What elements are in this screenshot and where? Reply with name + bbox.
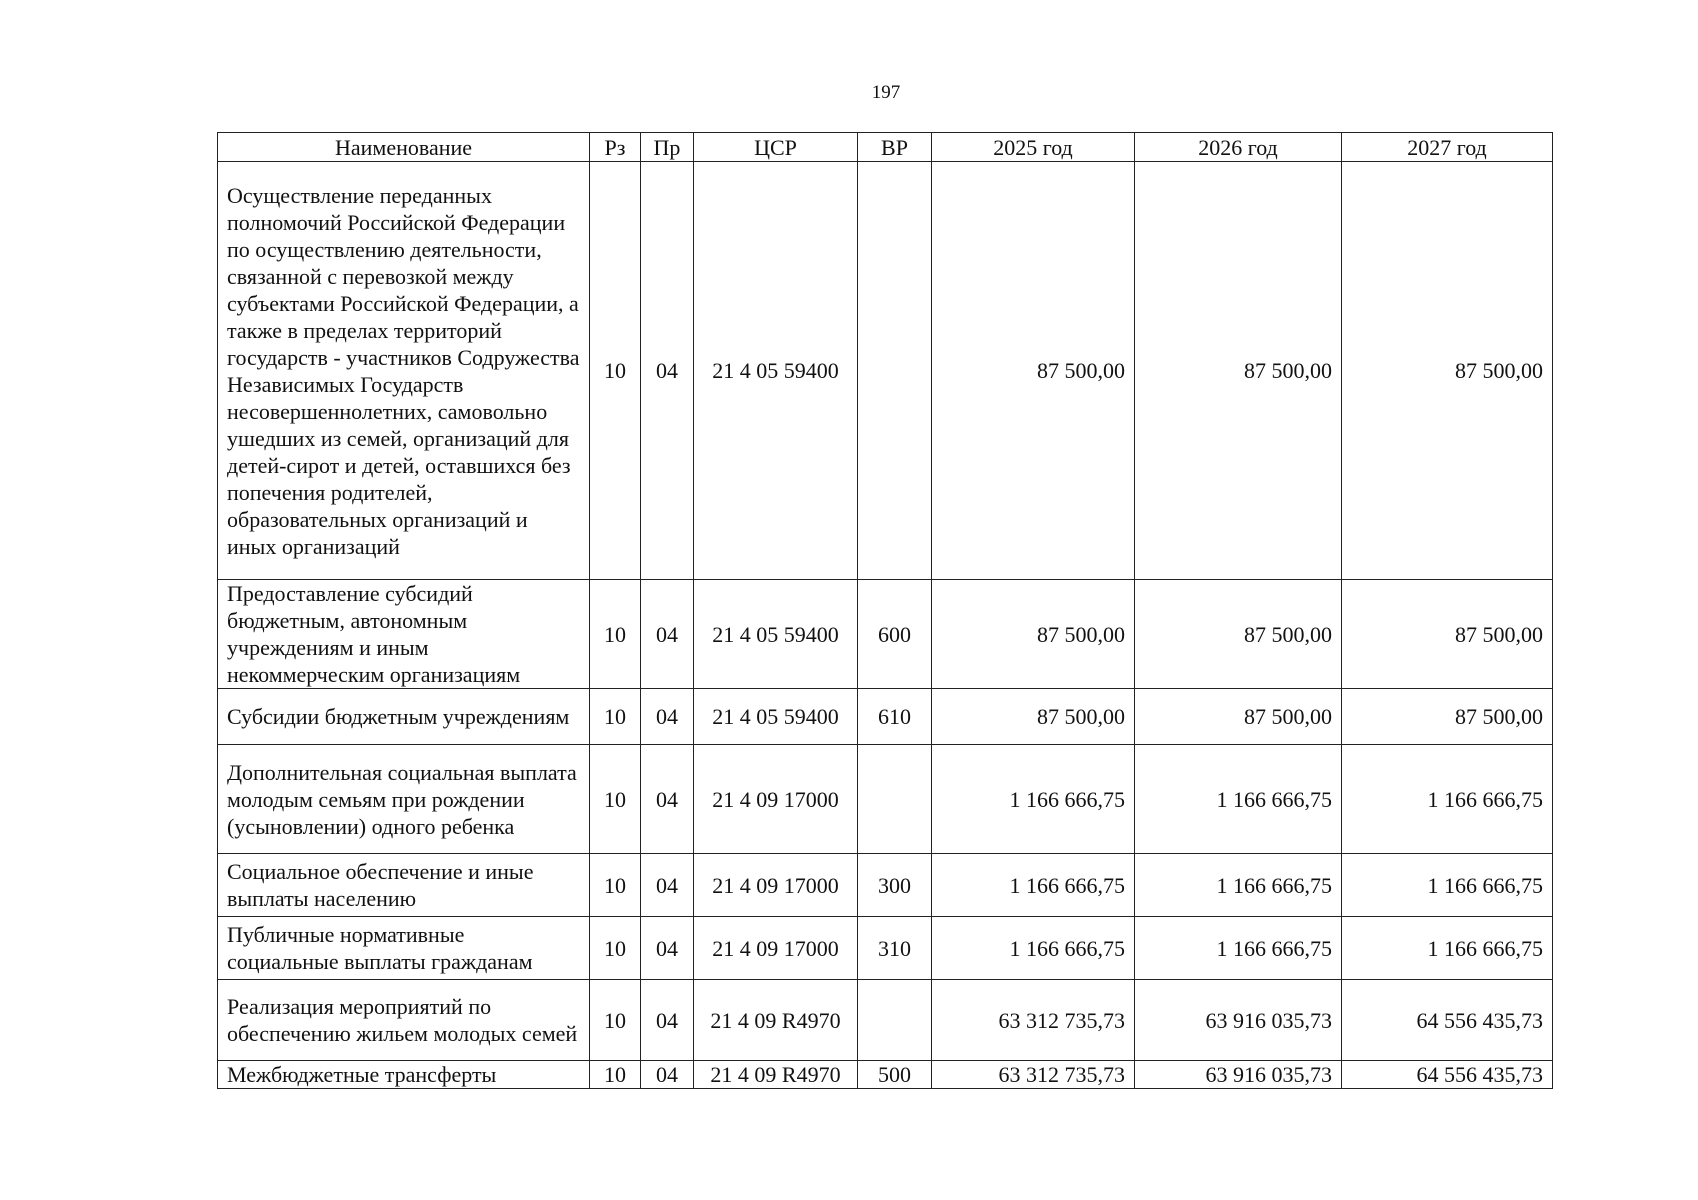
cell-2026: 87 500,00 [1135,580,1342,689]
cell-pr: 04 [641,980,694,1061]
cell-name: Публичные нормативные социальные выплаты гражданам [218,917,590,980]
cell-2027: 1 166 666,75 [1342,917,1553,980]
cell-name: Социальное обеспечение и иные выплаты населению [218,854,590,917]
cell-vr [858,745,932,854]
header-pr: Пр [641,133,694,162]
cell-csr: 21 4 09 R4970 [694,1061,858,1089]
cell-vr: 300 [858,854,932,917]
header-csr: ЦСР [694,133,858,162]
cell-vr: 500 [858,1061,932,1089]
cell-name: Осуществление переданных полномочий Российской Федерации по осуществлению деятельности, связанной с перевозкой между субъектами Российской Федерации, а также в пределах территорий государств - участников Содружества Независимых Государств несовершеннолетних, самовольно ушедших из семей, организаций для детей-сирот и детей, оставшихся без попечения родителей, образовательных организаций и иных организаций [218,162,590,580]
header-rz: Рз [590,133,641,162]
table-row [218,580,1553,689]
table-header-row [218,133,1553,162]
cell-vr: 600 [858,580,932,689]
cell-rz: 10 [590,689,641,745]
cell-name: Предоставление субсидий бюджетным, автономным учреждениям и иным некоммерческим организациям [218,580,590,689]
cell-2025: 87 500,00 [932,162,1135,580]
cell-csr: 21 4 09 R4970 [694,980,858,1061]
table-row [218,745,1553,854]
cell-vr [858,980,932,1061]
header-2027: 2027 год [1342,133,1553,162]
cell-2027: 1 166 666,75 [1342,745,1553,854]
cell-csr: 21 4 09 17000 [694,745,858,854]
cell-name: Дополнительная социальная выплата молодым семьям при рождении (усыновлении) одного ребенка [218,745,590,854]
cell-2026: 1 166 666,75 [1135,854,1342,917]
page-number: 197 [871,82,901,103]
cell-2027: 87 500,00 [1342,580,1553,689]
header-2026: 2026 год [1135,133,1342,162]
cell-2027: 87 500,00 [1342,162,1553,580]
cell-pr: 04 [641,162,694,580]
cell-2025: 1 166 666,75 [932,917,1135,980]
cell-vr [858,162,932,580]
cell-2026: 1 166 666,75 [1135,917,1342,980]
cell-2025: 1 166 666,75 [932,745,1135,854]
cell-2026: 87 500,00 [1135,162,1342,580]
cell-pr: 04 [641,580,694,689]
table-row [218,1061,1553,1089]
cell-csr: 21 4 09 17000 [694,917,858,980]
cell-rz: 10 [590,580,641,689]
cell-2027: 1 166 666,75 [1342,854,1553,917]
header-vr: ВР [858,133,932,162]
cell-vr: 310 [858,917,932,980]
cell-csr: 21 4 05 59400 [694,162,858,580]
table-row [218,917,1553,980]
cell-rz: 10 [590,917,641,980]
table-row [218,689,1553,745]
cell-name: Межбюджетные трансферты [218,1061,590,1089]
cell-2025: 63 312 735,73 [932,980,1135,1061]
cell-rz: 10 [590,1061,641,1089]
cell-pr: 04 [641,689,694,745]
table-row [218,980,1553,1061]
cell-pr: 04 [641,745,694,854]
cell-pr: 04 [641,1061,694,1089]
cell-name: Субсидии бюджетным учреждениям [218,689,590,745]
cell-2025: 63 312 735,73 [932,1061,1135,1089]
cell-rz: 10 [590,162,641,580]
cell-csr: 21 4 05 59400 [694,689,858,745]
cell-pr: 04 [641,854,694,917]
cell-2027: 64 556 435,73 [1342,1061,1553,1089]
cell-rz: 10 [590,854,641,917]
cell-csr: 21 4 05 59400 [694,580,858,689]
cell-vr: 610 [858,689,932,745]
cell-csr: 21 4 09 17000 [694,854,858,917]
table-row [218,162,1553,580]
cell-rz: 10 [590,745,641,854]
cell-2026: 1 166 666,75 [1135,745,1342,854]
cell-pr: 04 [641,917,694,980]
header-name: Наименование [218,133,590,162]
cell-2025: 87 500,00 [932,580,1135,689]
cell-2025: 87 500,00 [932,689,1135,745]
cell-2026: 63 916 035,73 [1135,980,1342,1061]
cell-rz: 10 [590,980,641,1061]
cell-name: Реализация мероприятий по обеспечению жильем молодых семей [218,980,590,1061]
cell-2027: 64 556 435,73 [1342,980,1553,1061]
budget-table [217,132,1553,1089]
cell-2027: 87 500,00 [1342,689,1553,745]
cell-2025: 1 166 666,75 [932,854,1135,917]
table-row [218,854,1553,917]
header-2025: 2025 год [932,133,1135,162]
cell-2026: 63 916 035,73 [1135,1061,1342,1089]
cell-2026: 87 500,00 [1135,689,1342,745]
